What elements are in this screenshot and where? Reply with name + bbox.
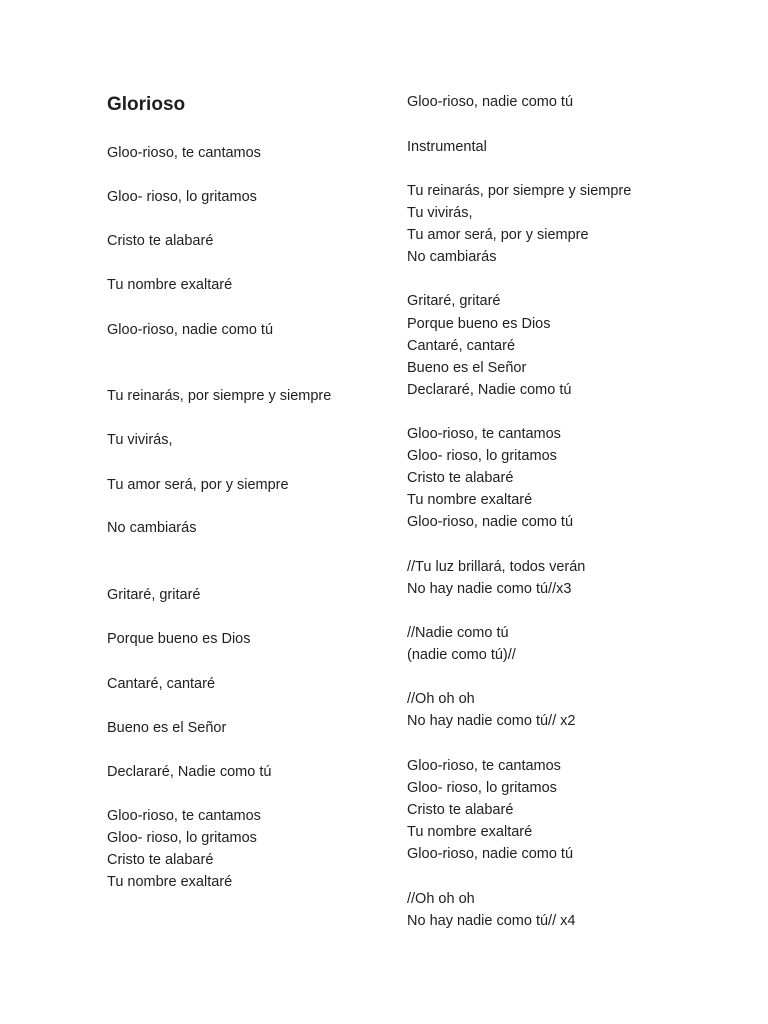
lyric-line: Declararé, Nadie como tú [407,382,572,398]
lyric-line: Tu reinarás, por siempre y siempre [407,183,632,199]
lyric-line: No hay nadie como tú// x2 [407,713,576,729]
lyric-line: Bueno es el Señor [407,360,527,376]
lyric-line: Cantaré, cantaré [407,338,516,354]
lyric-line: (nadie como tú)// [407,647,516,663]
lyric-line: //Nadie como tú [407,625,509,641]
lyric-line: No cambiarás [407,249,497,265]
lyric-line: //Oh oh oh [407,891,475,907]
lyric-line: Gritaré, gritaré [107,587,201,603]
lyric-line: Declararé, Nadie como tú [107,764,272,780]
lyric-line: Cristo te alabaré [107,852,214,868]
lyric-line: Gloo-rioso, nadie como tú [407,94,574,110]
lyric-line: Gloo-rioso, te cantamos [107,808,261,824]
lyric-line: Gritaré, gritaré [407,293,501,309]
lyric-line: Instrumental [407,139,487,155]
lyric-line: Tu reinarás, por siempre y siempre [107,388,332,404]
lyric-line: Gloo-rioso, te cantamos [407,758,561,774]
lyric-line: Tu nombre exaltaré [407,824,533,840]
lyric-line: No hay nadie como tú// x4 [407,913,576,929]
lyric-line: Tu vivirás, [407,205,473,221]
song-title: Glorioso [107,94,186,115]
lyric-line: Tu amor será, por y siempre [407,227,589,243]
lyric-line: Gloo-rioso, nadie como tú [107,322,274,338]
lyric-line: Tu vivirás, [107,432,173,448]
lyric-line: No cambiarás [107,520,197,536]
lyric-line: Cristo te alabaré [107,233,214,249]
lyric-line: Porque bueno es Dios [107,631,251,647]
lyric-line: Gloo- rioso, lo gritamos [107,830,257,846]
lyric-line: Gloo-rioso, te cantamos [107,145,261,161]
lyric-line: Gloo- rioso, lo gritamos [407,448,557,464]
lyric-line: Porque bueno es Dios [407,316,551,332]
lyric-line: Cristo te alabaré [407,802,514,818]
lyric-line: Bueno es el Señor [107,720,227,736]
lyric-line: Cantaré, cantaré [107,676,216,692]
lyric-line: Gloo-rioso, nadie como tú [407,846,574,862]
lyric-line: Tu nombre exaltaré [107,277,233,293]
lyric-line: Gloo-rioso, te cantamos [407,426,561,442]
lyric-line: //Tu luz brillará, todos verán [407,559,586,575]
lyric-line: Gloo-rioso, nadie como tú [407,514,574,530]
lyric-line: Cristo te alabaré [407,470,514,486]
lyric-line: Gloo- rioso, lo gritamos [107,189,257,205]
lyric-line: Tu nombre exaltaré [107,874,233,890]
lyric-line: Tu amor será, por y siempre [107,477,289,493]
lyric-line: //Oh oh oh [407,691,475,707]
lyric-line: No hay nadie como tú//x3 [407,581,572,597]
lyric-line: Tu nombre exaltaré [407,492,533,508]
lyric-line: Gloo- rioso, lo gritamos [407,780,557,796]
